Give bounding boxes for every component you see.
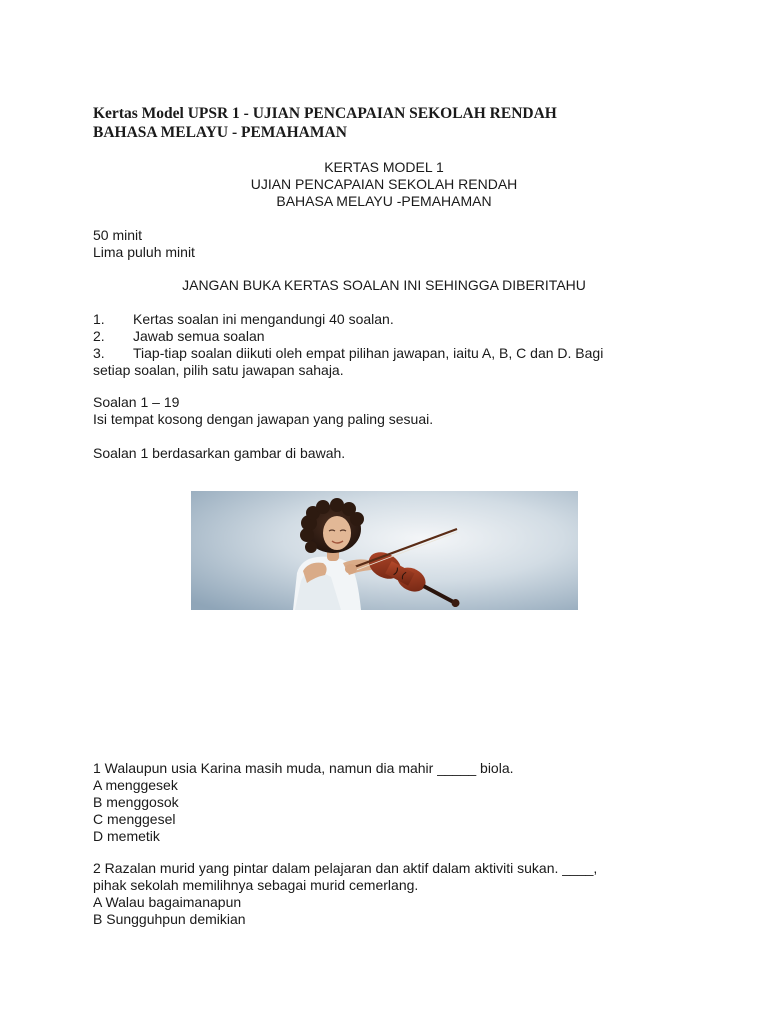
section-title: Soalan 1 – 19 — [93, 394, 180, 410]
section-header — [93, 394, 433, 428]
document-title-line-2: BAHASA MELAYU - PEMAHAMAN — [93, 124, 347, 141]
warning-text: JANGAN BUKA KERTAS SOALAN INI SEHINGGA DIBERITAHU — [182, 277, 586, 293]
exam-heading-line-1: KERTAS MODEL 1 — [324, 159, 444, 175]
instruction-text: Jawab semua soalan — [133, 328, 265, 344]
question-text: 1 Walaupun usia Karina masih muda, namun dia mahir _____ biola. — [93, 760, 514, 776]
instruction-number: 2. — [93, 328, 105, 344]
question-text-continued: pihak sekolah memilihnya sebagai murid cemerlang. — [93, 877, 419, 893]
duration-minutes: 50 minit — [93, 227, 143, 243]
answer-option: C menggesel — [93, 811, 176, 827]
duration — [93, 227, 195, 261]
instruction-item — [93, 328, 344, 345]
answer-option: D memetik — [93, 828, 160, 844]
question-text: 2 Razalan murid yang pintar dalam pelajaran dan aktif dalam aktiviti sukan. ____, — [93, 860, 598, 876]
instruction-item — [93, 311, 394, 328]
warning-notice — [0, 277, 768, 294]
instruction-text: Kertas soalan ini mengandungi 40 soalan. — [133, 311, 394, 327]
question-1 — [93, 760, 514, 845]
instruction-number: 1. — [93, 311, 105, 327]
exam-heading-line-3: BAHASA MELAYU -PEMAHAMAN — [276, 193, 492, 209]
section-description: Isi tempat kosong dengan jawapan yang paling sesuai. — [93, 411, 434, 427]
answer-option: A Walau bagaimanapun — [93, 894, 242, 910]
answer-option: B menggosok — [93, 794, 179, 810]
document-title — [93, 104, 693, 142]
instructions-list — [93, 311, 604, 379]
answer-option: A menggesek — [93, 777, 178, 793]
answer-option: B Sungguhpun demikian — [93, 911, 246, 927]
question-2 — [93, 860, 597, 928]
duration-words: Lima puluh minit — [93, 244, 195, 260]
exam-heading-line-2: UJIAN PENCAPAIAN SEKOLAH RENDAH — [250, 176, 518, 192]
image-caption — [93, 445, 345, 462]
instruction-text: Tiap-tiap soalan diikuti oleh empat pilihan jawapan, iaitu A, B, C dan D. Bagi — [133, 345, 604, 361]
document-title-line-1: Kertas Model UPSR 1 - UJIAN PENCAPAIAN SEKOLAH RENDAH — [93, 105, 557, 122]
violin-girl-photo — [191, 491, 578, 610]
instruction-text-continued: setiap soalan, pilih satu jawapan sahaja. — [93, 362, 344, 378]
instruction-number: 3. — [93, 345, 105, 361]
exam-heading — [0, 159, 768, 210]
image-caption-text: Soalan 1 berdasarkan gambar di bawah. — [93, 445, 346, 461]
instruction-item — [93, 345, 604, 362]
